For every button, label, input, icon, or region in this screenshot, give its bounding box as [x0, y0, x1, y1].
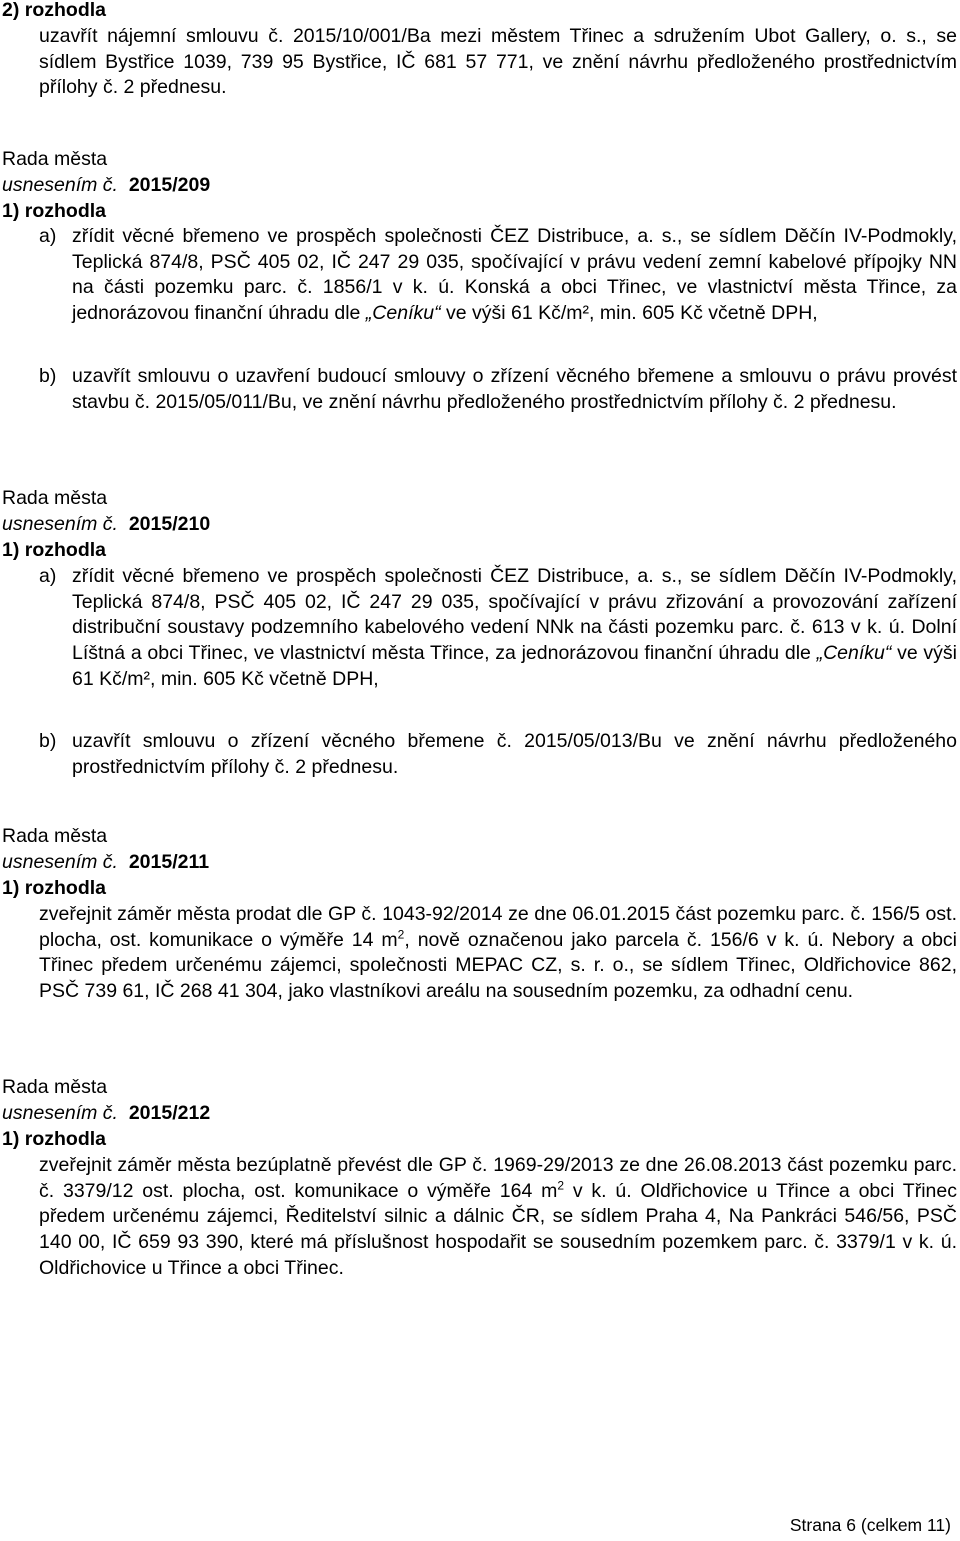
- decision-heading: 1) rozhodla: [2, 877, 107, 899]
- paragraph-text: [39, 1153, 957, 1282]
- resolution-number: 2015/209: [128, 174, 211, 196]
- decision-heading: 1) rozhodla: [2, 1128, 107, 1150]
- resolution-number: 2015/212: [128, 1102, 211, 1124]
- item-text: uzavřít smlouvu o uzavření budoucí smlouvy o zřízení věcného břemene a smlouvu o právu provést stavbu č. 2015/05/011/Bu, ve znění návrhu předloženého prostřednictvím přílohy č. 2 přednesu.: [72, 365, 957, 413]
- superscript: 2: [557, 1178, 565, 1193]
- resolution-item: [39, 364, 957, 415]
- item-label: a): [39, 565, 57, 587]
- council-heading: Rada města: [2, 487, 108, 509]
- superscript: 2: [397, 927, 405, 942]
- item-text-cenik: „Ceníku“: [365, 302, 441, 325]
- resolution-heading: [2, 850, 209, 876]
- paragraph-text: [39, 902, 957, 1005]
- item-label: a): [39, 225, 57, 247]
- resolution-label: usnesením č.: [2, 174, 118, 196]
- item-text: [72, 224, 957, 327]
- resolution-heading: [2, 173, 210, 199]
- resolution-heading: [2, 1101, 210, 1127]
- paragraph-part: v k. ú. Oldřichovice u Třince a obci Třinec předem určenému zájemci, Ředitelství silnic a dálnic ČR, se sídlem Praha 4, Na Pankráci 546/56, PSČ 140 00, IČ 659 93 390, které má příslušnost hospodařit se sousedním pozemkem parc. č. 3379/1 v k. ú. Oldřichovice u Třince a obci Třinec.: [39, 1179, 957, 1279]
- resolution-number: 2015/211: [128, 851, 210, 873]
- resolution-item: [39, 564, 957, 693]
- paragraph-part: zveřejnit záměr města prodat dle GP č. 1043-92/2014 ze dne 06.01.2015 část pozemku parc. č. 156/5 ost. plocha, ost. komunikace o výměře 14 m: [39, 903, 957, 951]
- decision-heading: 2) rozhodla: [2, 0, 107, 21]
- item-text: [72, 564, 957, 693]
- resolution-item: [39, 224, 957, 327]
- resolution-number: 2015/210: [128, 513, 211, 535]
- item-text-cenik: „Ceníku“: [816, 642, 892, 665]
- paragraph-part: , nově označenou jako parcela č. 156/6 v k. ú. Nebory a obci Třinec předem určenému zájemci, společnosti MEPAC CZ, s. r. o., se sídlem Třinec, Oldřichovice 862, PSČ 739 61, IČ 268 41 304, jako vlastníkovi areálu na sousedním pozemku, za odhadní cenu.: [39, 928, 958, 1003]
- resolution-heading: [2, 512, 210, 538]
- resolution-item: [39, 729, 957, 780]
- decision-heading: 1) rozhodla: [2, 200, 107, 222]
- page-number: Strana 6 (celkem 11): [789, 1515, 951, 1535]
- item-label: b): [39, 730, 57, 752]
- resolution-label: usnesením č.: [2, 851, 118, 873]
- council-heading: Rada města: [2, 825, 108, 847]
- item-label: b): [39, 365, 57, 387]
- item-text-part: ve výši 61 Kč/m², min. 605 Kč včetně DPH,: [440, 302, 818, 325]
- paragraph-part: zveřejnit záměr města bezúplatně převést dle GP č. 1969-29/2013 ze dne 26.08.2013 část pozemku parc. č. 3379/12 ost. plocha, ost. komunikace o výměře 164 m: [39, 1154, 957, 1202]
- council-heading: Rada města: [2, 148, 108, 170]
- decision-heading: 1) rozhodla: [2, 539, 107, 561]
- paragraph-text: uzavřít nájemní smlouvu č. 2015/10/001/Ba mezi městem Třinec a sdružením Ubot Gallery, o. s., se sídlem Bystřice 1039, 739 95 Bystřice, IČ 681 57 771, ve znění návrhu předloženého prostřednictvím přílohy č. 2 přednesu.: [39, 25, 957, 99]
- item-text-part: zřídit věcné břemeno ve prospěch společnosti ČEZ Distribuce, a. s., se sídlem Děčín IV-Podmokly, Teplická 874/8, PSČ 405 02, IČ 247 29 035, spočívající v právu zřizování a provozování zařízení distribuční soustavy podzemního kabelového vedení NNk na části pozemku parc. č. 613 v k. ú. Dolní Líštná a obci Třinec, ve vlastnictví města Třince, za jednorázovou finanční úhradu dle: [72, 565, 957, 665]
- item-text: uzavřít smlouvu o zřízení věcného břemene č. 2015/05/013/Bu ve znění návrhu předloženého prostřednictvím přílohy č. 2 přednesu.: [72, 730, 957, 778]
- council-heading: Rada města: [2, 1076, 108, 1098]
- item-text-part: zřídit věcné břemeno ve prospěch společnosti ČEZ Distribuce, a. s., se sídlem Děčín IV-Podmokly, Teplická 874/8, PSČ 405 02, IČ 247 29 035, spočívající v právu vedení zemní kabelové přípojky NN na části pozemku parc. č. 1856/1 v k. ú. Konská a obci Třinec, ve vlastnictví města Třince, za jednorázovou finanční úhradu dle: [72, 225, 957, 325]
- item-text-part: ve výši 61 Kč/m², min. 605 Kč včetně DPH,: [72, 642, 957, 690]
- resolution-label: usnesením č.: [2, 1102, 118, 1124]
- resolution-label: usnesením č.: [2, 513, 118, 535]
